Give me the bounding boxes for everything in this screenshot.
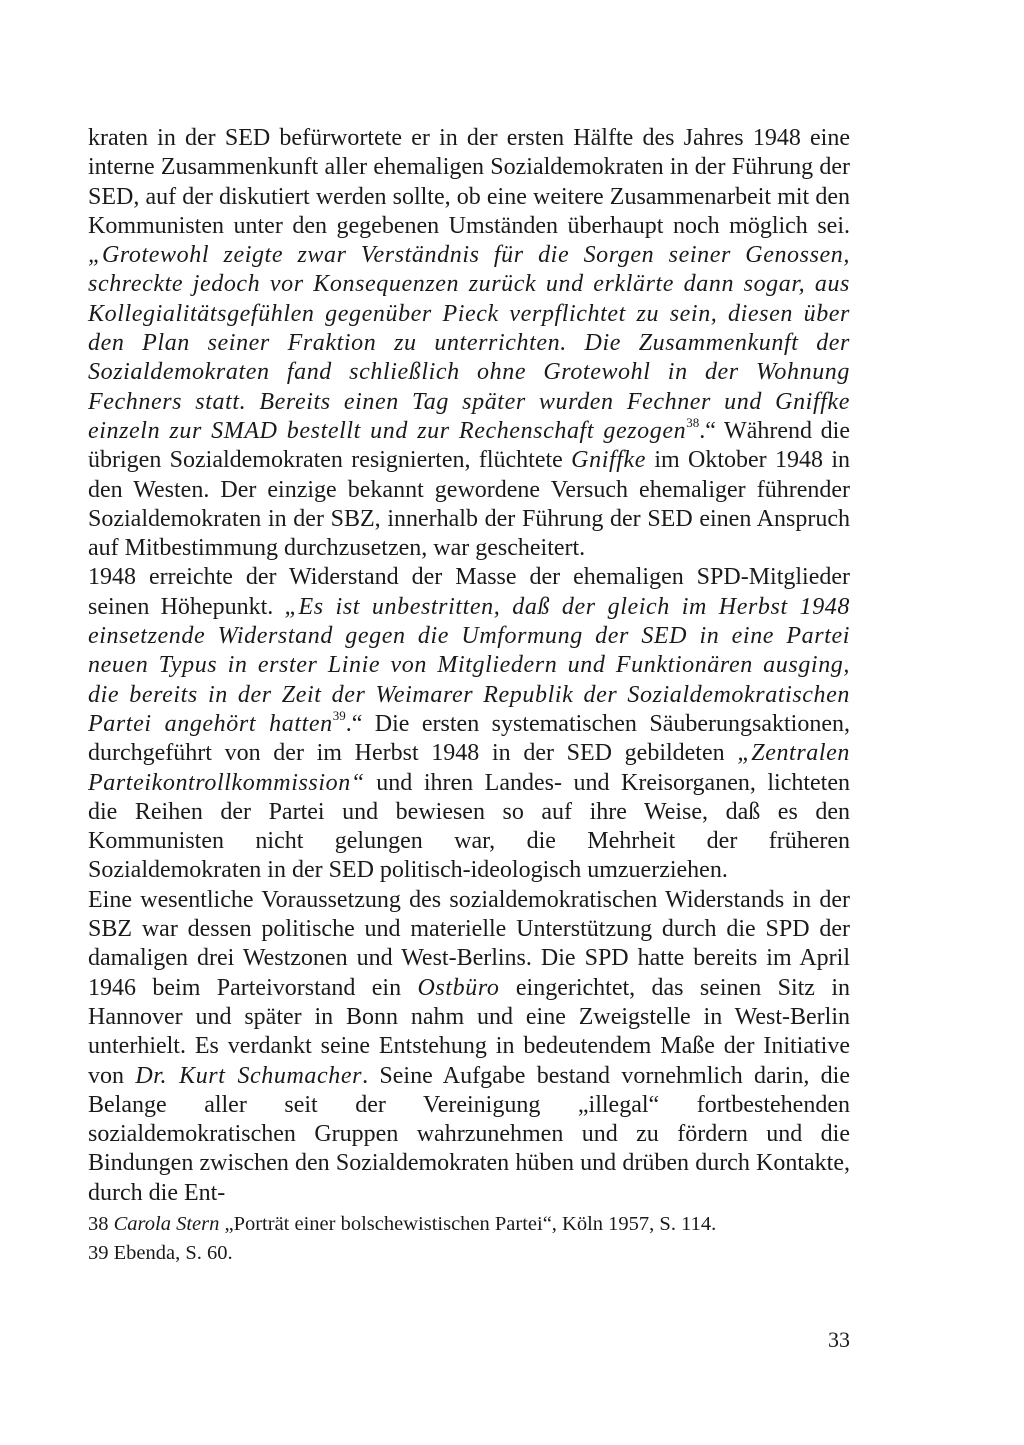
- paragraph: [88, 886, 850, 1208]
- text-run: und ihren Landes- und Kreisorganen, lichteten die Reihen der Partei und bewiesen so auf ihre Weise, daß es den Kommunisten nicht gelungen war, die Mehrheit der früheren Sozialdemokraten in der SED politisch-ideologisch umzuerziehen.: [88, 769, 850, 884]
- italic-text: Dr. Kurt Schumacher: [135, 1062, 363, 1089]
- body-text: [88, 124, 850, 1208]
- paragraph: [88, 124, 850, 563]
- text-run: 1948 erreichte der Widerstand der Masse der ehemaligen SPD-Mitglieder seinen Höhepunkt.: [88, 564, 850, 620]
- italic-text: „Grotewohl zeigte zwar Verständnis für die Sorgen seiner Genossen, schreckte jedoch vor Konsequenzen zurück und erklärte dann sogar, aus Kollegialitätsgefühlen gegenüber Pieck verpflichtet zu sein, diesen über den Plan seiner Fraktion zu unterrichten. Die Zusammenkunft der Sozialdemokraten fand schließlich ohne Grotewohl in der Wohnung Fechners statt. Bereits einen Tag später wurden Fechner und Gniffke einzeln zur SMAD bestellt und zur Rechenschaft gezogen: [88, 242, 850, 444]
- footnote-ref: 38: [686, 414, 700, 430]
- italic-text: Carola Stern: [113, 1213, 220, 1235]
- text-run: Eine wesentliche Voraussetzung des sozialdemokratischen Widerstands in der SBZ war dessen politische und materielle Unterstützung durch die SPD der damaligen drei Westzonen und West-Berlins. Die SPD hatte bereits im April 1946 beim Parteivorstand ein: [88, 886, 850, 1001]
- footnote-ref: 39: [332, 707, 346, 723]
- page-number: 33: [828, 1327, 850, 1352]
- text-run: .“ Die ersten systematischen Säuberungsaktionen, durchgeführt von der im Herbst 1948 in der SED gebildeten: [88, 710, 850, 767]
- text-run: „Porträt einer bolschewistischen Partei“, Köln 1957, S. 114.: [219, 1213, 717, 1235]
- text-run: 38: [88, 1213, 114, 1235]
- paragraph: [88, 563, 850, 885]
- text-run: eingerichtet, das seinen Sitz in Hannover und später in Bonn nahm und eine Zweigstelle in West-Berlin unterhielt. Es verdankt seine Entstehung in bedeutendem Maße der Initiative von: [88, 974, 850, 1089]
- text-run: . Seine Aufgabe bestand vornehmlich darin, die Belange aller seit der Vereinigung „illegal“ fortbestehenden sozialdemokratischen Gruppen wahrzunehmen und zu fördern und die Bindungen zwischen den Sozialdemokraten hüben und drüben durch Kontakte, durch die Ent-: [88, 1062, 851, 1206]
- text-run: im Oktober 1948 in den Westen. Der einzige bekannt gewordene Versuch ehemaliger führender Sozialdemokraten in der SBZ, innerhalb der Führung der SED einen Anspruch auf Mitbestimmung durchzusetzen, war gescheitert.: [88, 447, 850, 562]
- italic-text: Ostbüro: [417, 974, 500, 1001]
- italic-text: Gniffke: [571, 447, 647, 474]
- footnote-38: [88, 1210, 850, 1239]
- italic-text: „Zentralen Parteikontrollkommission“: [88, 740, 850, 796]
- text-run: kraten in der SED befürwortete er in der ersten Hälfte des Jahres 1948 eine interne Zusammenkunft aller ehemaligen Sozialdemokraten in der Führung der SED, auf der diskutiert werden sollte, ob eine weitere Zusammenarbeit mit den Kommunisten unter den gegebenen Umständen überhaupt noch möglich sei.: [88, 125, 850, 239]
- footnote-39: [88, 1239, 850, 1268]
- text-run: 39 Ebenda, S. 60.: [88, 1242, 233, 1264]
- italic-text: „Es ist unbestritten, daß der gleich im Herbst 1948 einsetzende Widerstand gegen die Umformung der SED in eine Partei neuen Typus in erster Linie von Mitgliedern und Funktionären ausging, die bereits in der Zeit der Weimarer Republik der Sozialdemokratischen Partei angehört hatten: [88, 593, 851, 737]
- text-run: .“ Während die übrigen Sozialdemokraten resignierten, flüchtete: [88, 417, 850, 474]
- footnotes: [88, 1210, 850, 1268]
